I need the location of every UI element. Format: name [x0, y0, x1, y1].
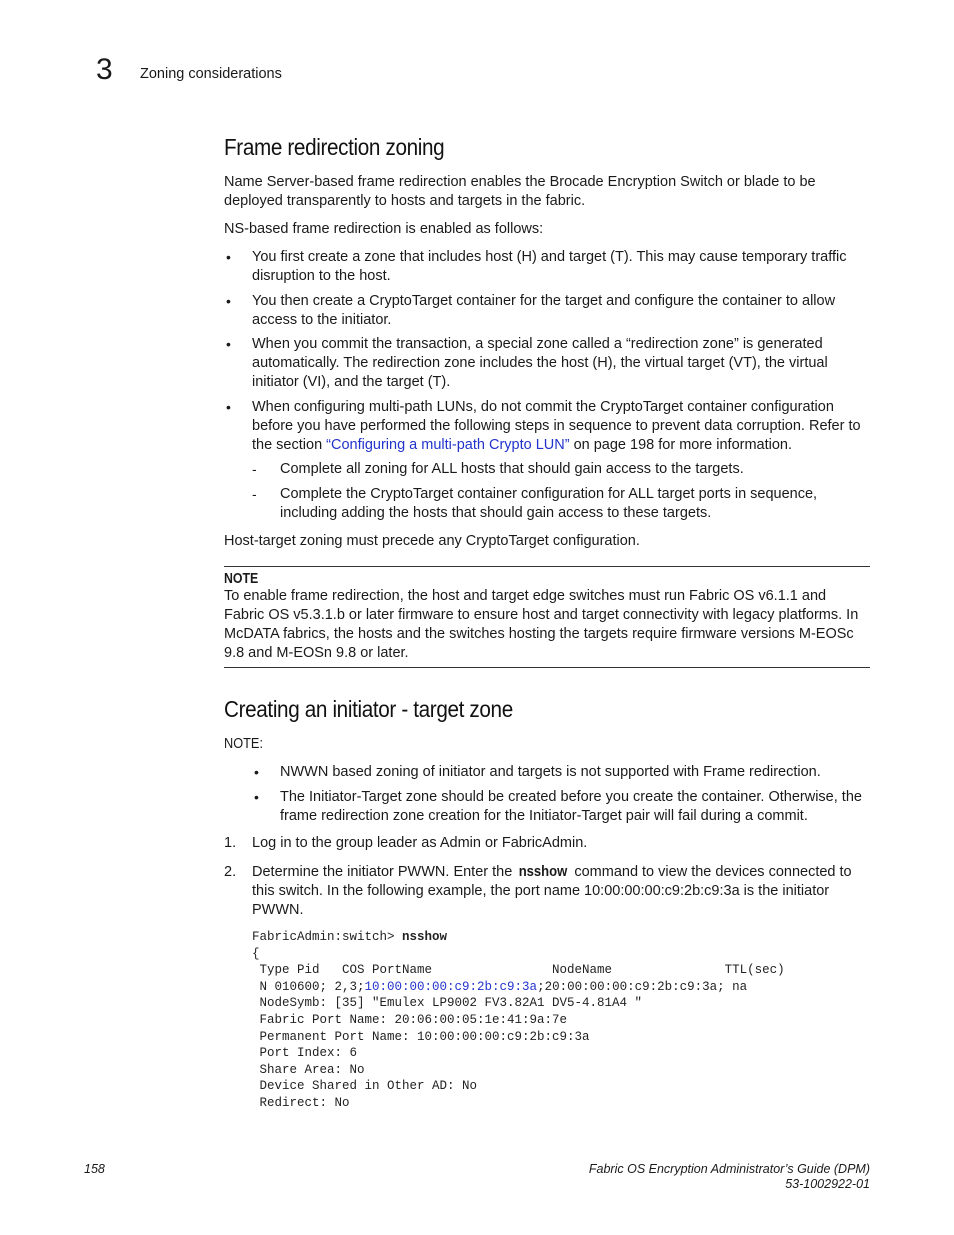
- bullet-marker: •: [226, 336, 231, 352]
- code-port-name-link[interactable]: 10:00:00:00:c9:2b:c9:3a: [364, 979, 538, 994]
- step-text-post: command to view the devices connected to this switch. In the following example, the port name 10:00:00:00:c9:2b:c9:3a is the initiator PWWN.: [252, 864, 852, 918]
- code-line: NodeSymb: [35] "Emulex LP9002 FV3.82A1 DV5-4.81A4 ": [252, 996, 643, 1011]
- sub-list-item: Complete the CryptoTarget container configuration for ALL target ports in sequence, including adding the hosts that should gain access to these targets.: [280, 486, 818, 521]
- chapter-number: 3: [96, 53, 113, 86]
- list-item: You then create a CryptoTarget container for the target and configure the container to allow access to the initiator.: [252, 293, 836, 328]
- list-item-tail: on page 198 for more information.: [569, 437, 793, 453]
- code-line: Permanent Port Name: 10:00:00:00:c9:2b:c9:3a: [252, 1029, 590, 1044]
- note-text: To enable frame redirection, the host and target edge switches must run Fabric OS v6.1.1 and Fabric OS v5.3.1.b or later firmware to ensure host and target connectivity with legacy platforms. In McDATA fabrics, the hosts and the switches hosting the targets require firmware versions M-EOSc 9.8 and M-EOSn 9.8 or later.: [224, 588, 859, 661]
- code-line: Device Shared in Other AD: No: [252, 1079, 478, 1094]
- code-line-post: ;20:00:00:00:c9:2b:c9:3a; na: [537, 979, 748, 994]
- code-line: {: [252, 946, 260, 961]
- cross-reference-link[interactable]: “Configuring a multi-path Crypto LUN”: [326, 437, 570, 453]
- paragraph-intro: Name Server-based frame redirection enables the Brocade Encryption Switch or blade to be deployed transparently to hosts and targets in the fabric.: [224, 174, 816, 209]
- step-text-pre: Determine the initiator PWWN. Enter the: [252, 864, 517, 880]
- bullet-marker: •: [226, 293, 231, 309]
- note-top-rule: [224, 566, 870, 567]
- step-text: Log in to the group leader as Admin or FabricAdmin.: [252, 835, 588, 851]
- step-number: 1.: [224, 835, 237, 851]
- sub-list-item: Complete all zoning for ALL hosts that should gain access to the targets.: [280, 461, 744, 477]
- footer-doc-title: Fabric OS Encryption Administrator’s Guide (DPM): [588, 1162, 870, 1176]
- code-line: Redirect: No: [252, 1095, 350, 1110]
- code-line: Port Index: 6: [252, 1046, 358, 1061]
- paragraph-closing: Host-target zoning must precede any CryptoTarget configuration.: [224, 533, 640, 549]
- footer-doc-number: 53-1002922-01: [785, 1177, 870, 1191]
- bullet-marker: •: [226, 249, 231, 265]
- note-list-item: NWWN based zoning of initiator and targets is not supported with Frame redirection.: [280, 764, 821, 780]
- code-line: Fabric Port Name: 20:06:00:05:1e:41:9a:7e: [252, 1012, 568, 1027]
- footer-doc-info: [589, 1162, 870, 1192]
- list-item-text: When configuring multi-path LUNs, do not commit the CryptoTarget container configuration before you have performed the following steps in sequence to prevent data corruption. Refer to the section: [252, 399, 861, 453]
- code-prompt: FabricAdmin:switch>: [252, 930, 403, 944]
- chapter-title: Zoning considerations: [140, 66, 282, 82]
- bullet-marker: •: [226, 399, 231, 415]
- note-list-item: The Initiator-Target zone should be created before you create the container. Otherwise, the frame redirection zone creation for the Initiator-Target pair will fail during a commit.: [280, 789, 862, 824]
- list-item-multipath: [252, 398, 870, 455]
- paragraph-lead: NS-based frame redirection is enabled as follows:: [224, 221, 544, 237]
- code-line: Type Pid COS PortName NodeName TTL(sec): [252, 963, 785, 978]
- dash-marker: -: [252, 486, 257, 502]
- note-bottom-rule: [224, 667, 870, 668]
- code-line-pre: N 010600; 2,3;: [252, 979, 365, 994]
- note-label-2: NOTE:: [224, 736, 263, 752]
- section-title-frame-redirection: Frame redirection zoning: [224, 134, 445, 160]
- code-line: Share Area: No: [252, 1062, 365, 1077]
- code-command: nsshow: [402, 930, 448, 944]
- section-title-initiator-target: Creating an initiator - target zone: [224, 696, 513, 722]
- page-number: 158: [84, 1162, 105, 1176]
- note-label: NOTE: [224, 571, 259, 587]
- list-item: When you commit the transaction, a special zone called a “redirection zone” is generated automatically. The redirection zone includes the host (H), the virtual target (VT), the virtual initiator (VI), and the target (T).: [252, 336, 828, 390]
- bullet-marker: •: [254, 789, 259, 805]
- bullet-marker: •: [254, 764, 259, 780]
- step-number: 2.: [224, 864, 237, 880]
- list-item: You first create a zone that includes host (H) and target (T). This may cause temporary traffic disruption to the host.: [252, 249, 847, 284]
- command-name: nsshow: [519, 864, 568, 880]
- code-block: [252, 929, 852, 1112]
- dash-marker: -: [252, 461, 257, 477]
- step-text: [252, 863, 870, 920]
